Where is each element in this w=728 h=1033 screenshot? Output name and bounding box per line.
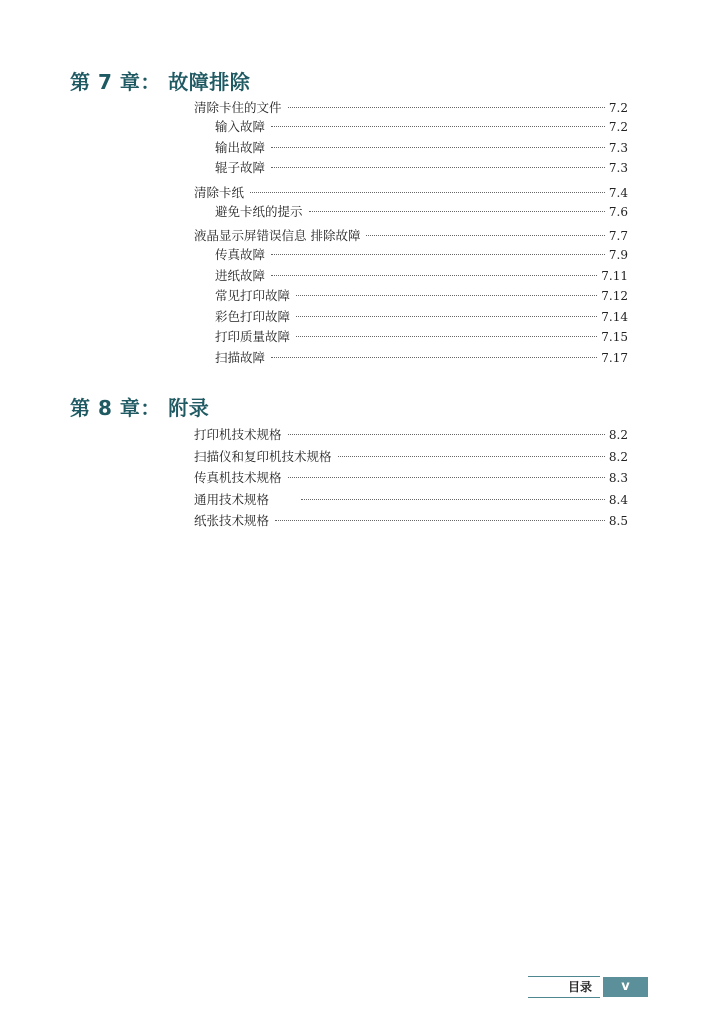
toc-entry[interactable]	[194, 446, 628, 468]
toc-entry-title: 扫描故障	[215, 349, 266, 365]
toc-entry-page: 7.11	[601, 268, 628, 283]
dot-leader	[288, 434, 605, 435]
toc-entry[interactable]	[194, 489, 628, 511]
footer-rule-bottom	[528, 997, 600, 998]
toc-entry-page: 7.7	[608, 229, 628, 243]
footer-rule-top	[528, 976, 600, 977]
toc-entry-title: 通用技术规格	[194, 491, 270, 507]
dot-leader	[366, 235, 604, 236]
dot-leader	[275, 520, 605, 521]
chapter-8-toc	[194, 424, 628, 532]
toc-entry-title: 纸张技术规格	[194, 513, 270, 528]
toc-entry[interactable]	[194, 327, 628, 348]
toc-entry[interactable]	[194, 348, 628, 369]
dot-leader	[296, 336, 597, 337]
toc-entry-page: 8.2	[608, 449, 628, 464]
toc-entry[interactable]	[194, 117, 628, 138]
dot-leader	[296, 295, 597, 296]
dot-leader	[271, 126, 605, 127]
toc-entry[interactable]	[194, 307, 628, 328]
toc-entry-page: 8.3	[608, 471, 628, 485]
dot-leader	[271, 167, 605, 168]
dot-leader	[271, 275, 597, 276]
toc-entry[interactable]	[194, 158, 628, 179]
dot-leader	[250, 192, 605, 193]
toc-entry-title: 清除卡纸	[194, 184, 245, 200]
toc-entry-title: 输出故障	[215, 139, 266, 155]
dot-leader	[309, 211, 605, 212]
dot-leader	[288, 477, 605, 478]
toc-entry-page: 7.6	[608, 204, 628, 219]
toc-entry-page: 8.4	[608, 492, 628, 507]
toc-entry-page: 7.9	[608, 248, 628, 262]
dot-leader	[301, 499, 605, 500]
toc-entry[interactable]	[194, 266, 628, 287]
toc-entry[interactable]	[194, 245, 628, 266]
chapter-7-heading: 第 7 章： 故障排除	[70, 70, 251, 94]
toc-entry-page: 7.3	[608, 140, 628, 155]
toc-entry-title: 输入故障	[215, 119, 266, 134]
toc-entry-title: 避免卡纸的提示	[215, 203, 303, 219]
footer-section-label: 目录	[567, 980, 592, 994]
toc-entry-title: 液晶显示屏错误信息 排除故障	[194, 228, 361, 243]
toc-entry[interactable]	[194, 510, 628, 532]
toc-entry-title: 进纸故障	[215, 267, 266, 283]
toc-entry-page: 7.4	[608, 185, 628, 200]
toc-entry-title: 辊子故障	[215, 160, 266, 175]
toc-entry-page: 7.12	[601, 289, 628, 303]
toc-entry-title: 彩色打印故障	[215, 308, 291, 324]
chapter-8-heading: 第 8 章： 附录	[70, 396, 210, 420]
toc-entry-title: 打印机技术规格	[194, 427, 282, 442]
toc-entry-page: 7.14	[601, 309, 628, 324]
toc-entry-page: 7.15	[601, 330, 628, 344]
toc-entry-title: 常见打印故障	[215, 288, 291, 303]
toc-entry[interactable]	[194, 183, 628, 202]
toc-entry-title: 传真故障	[215, 247, 266, 262]
chapter-7-toc	[194, 98, 628, 368]
toc-entry-title: 清除卡住的文件	[194, 100, 282, 115]
dot-leader	[338, 456, 605, 457]
toc-entry-page: 7.3	[608, 161, 628, 175]
dot-leader	[296, 316, 597, 317]
toc-entry-page: 8.2	[608, 428, 628, 442]
toc-entry[interactable]	[194, 138, 628, 159]
toc-entry-page: 7.2	[608, 120, 628, 134]
toc-entry[interactable]	[194, 226, 628, 245]
toc-entry[interactable]	[194, 202, 628, 223]
toc-entry-title: 传真机技术规格	[194, 470, 282, 485]
toc-entry-title: 打印质量故障	[215, 329, 291, 344]
dot-leader	[288, 107, 605, 108]
footer-page-number: v	[603, 977, 648, 997]
toc-entry[interactable]	[194, 98, 628, 117]
toc-entry-page: 7.17	[601, 350, 628, 365]
toc-entry-page: 7.2	[608, 101, 628, 115]
toc-entry[interactable]	[194, 424, 628, 446]
dot-leader	[271, 254, 605, 255]
toc-entry[interactable]	[194, 286, 628, 307]
dot-leader	[271, 147, 605, 148]
toc-entry-page: 8.5	[608, 514, 628, 528]
toc-entry[interactable]	[194, 467, 628, 489]
toc-entry-title: 扫描仪和复印机技术规格	[194, 448, 332, 464]
dot-leader	[271, 357, 597, 358]
